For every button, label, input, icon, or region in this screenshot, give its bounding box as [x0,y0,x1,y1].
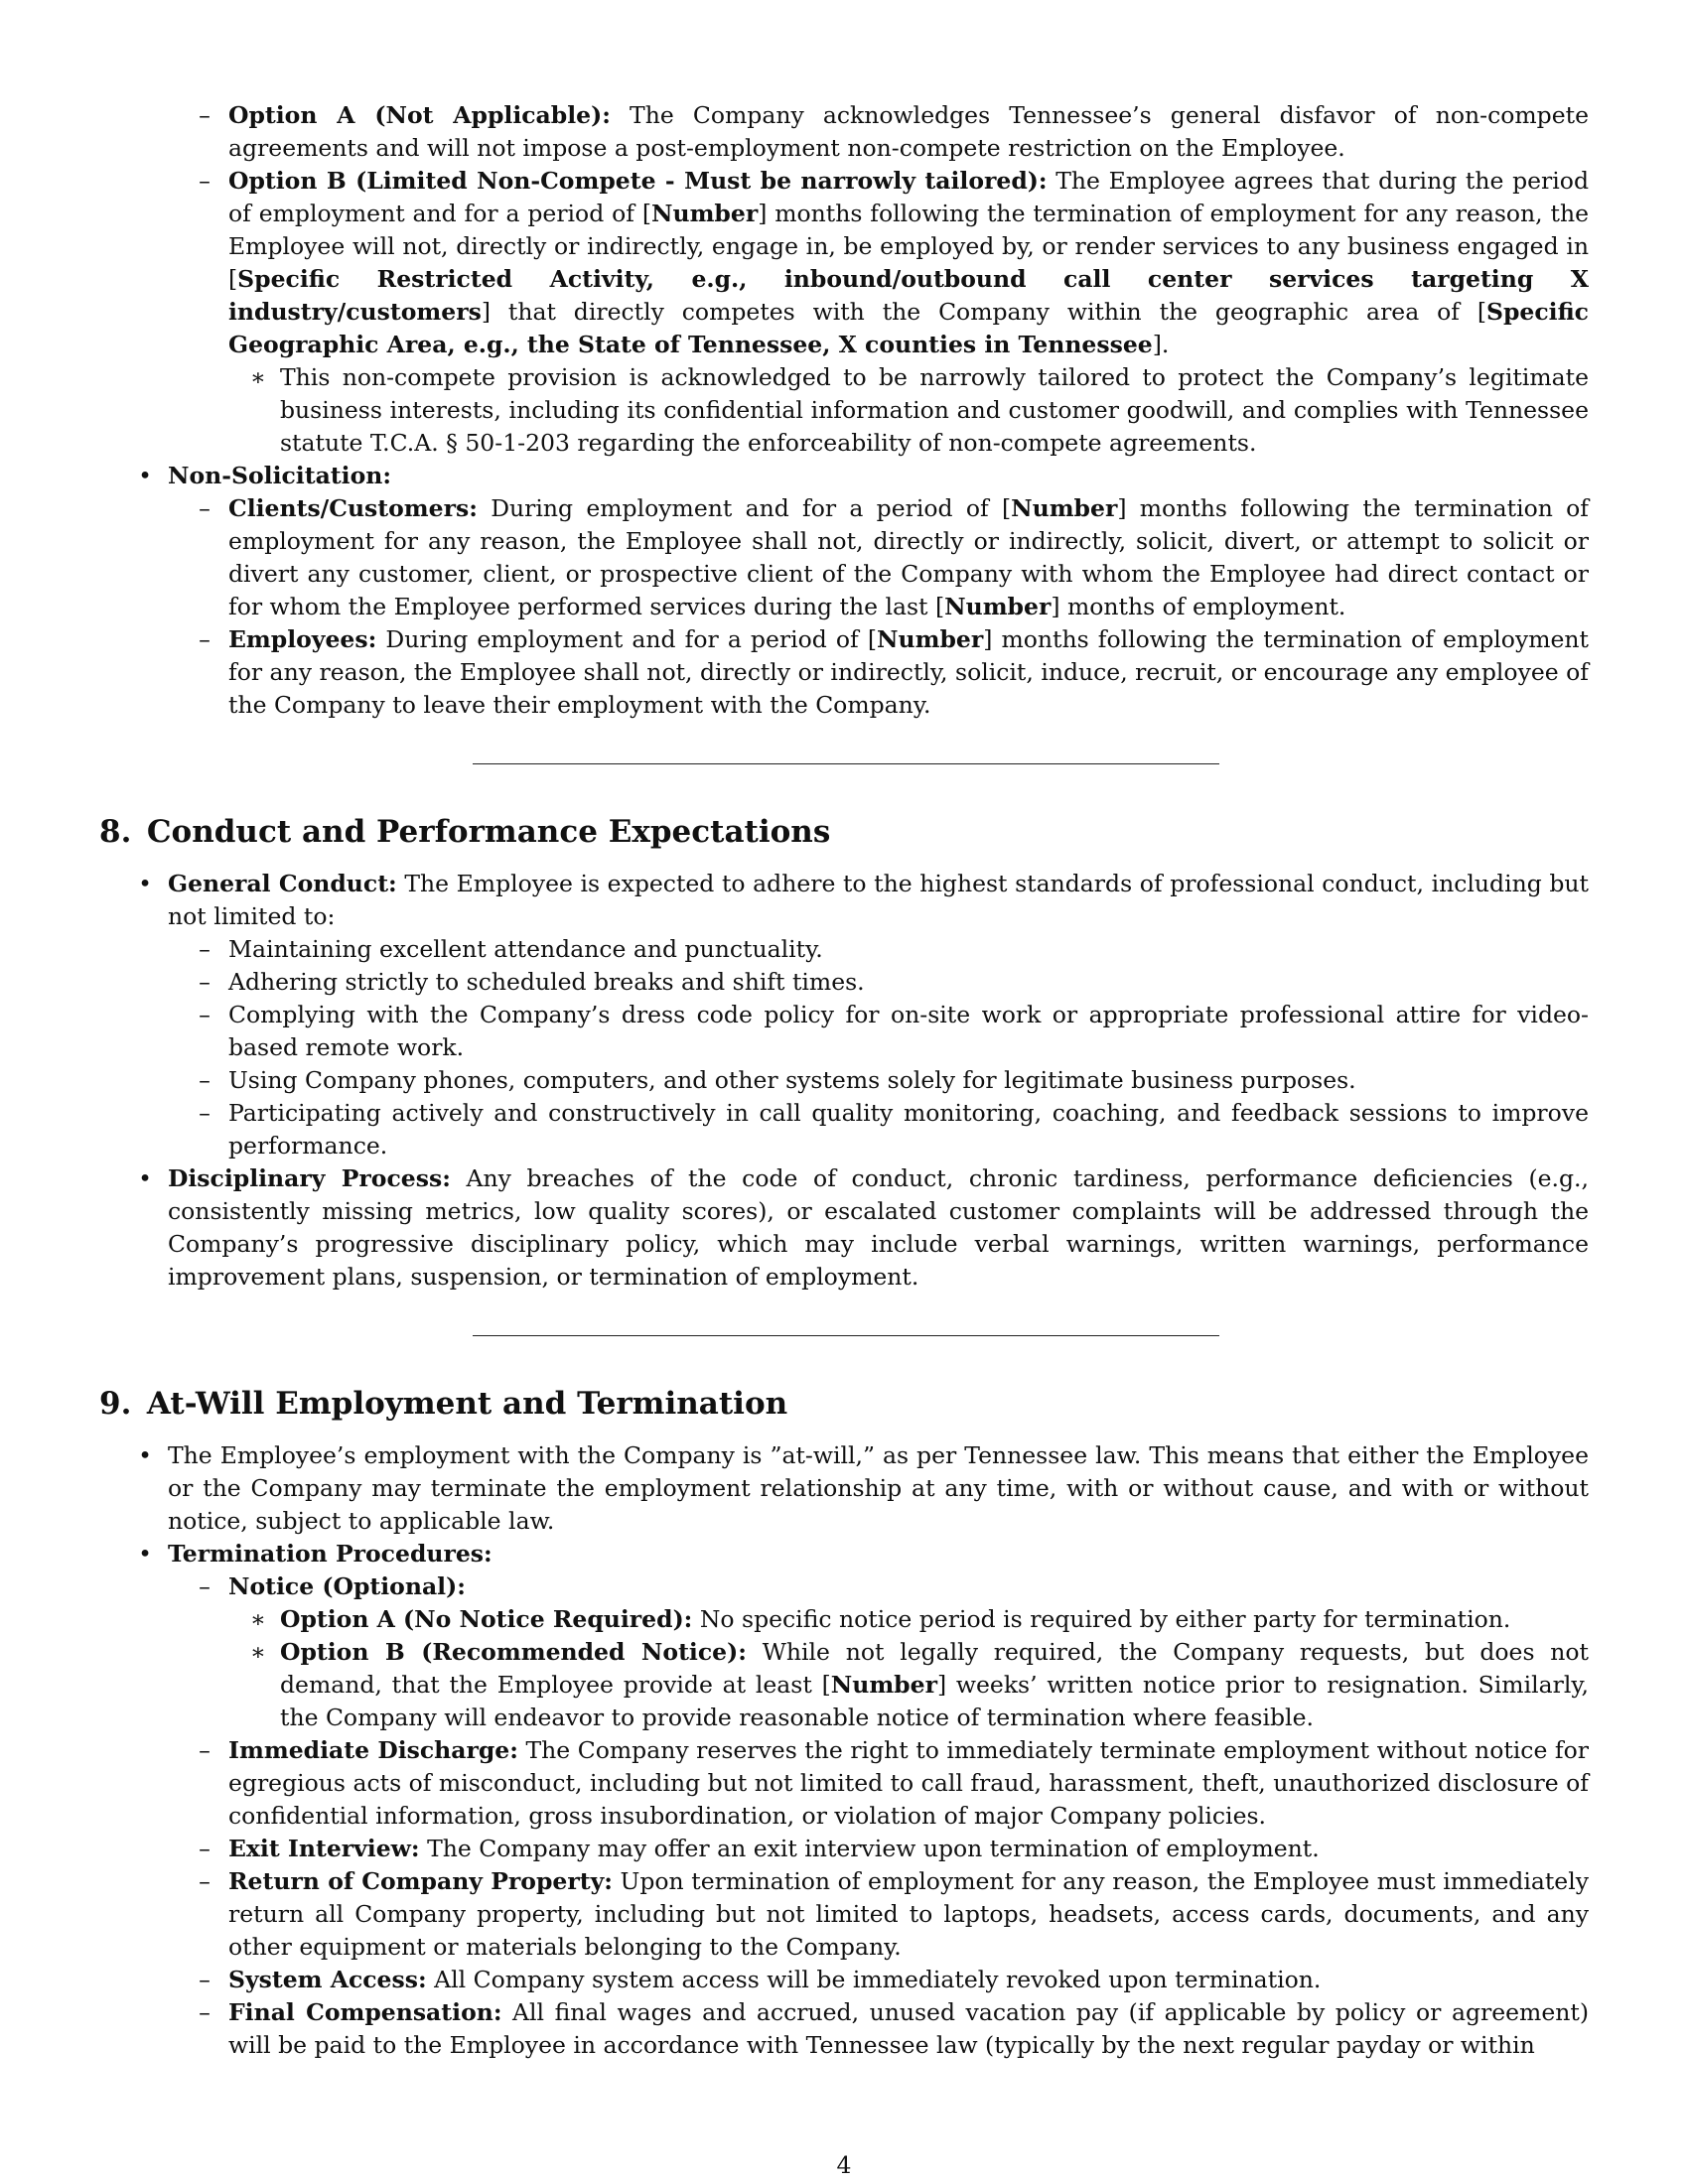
noncompete-statute-note: ∗ This non-compete provision is acknowledged to be narrowly tailored to protect the Company’s legitimate business interests, including its confidential information and customer goodwill, and complies with Tennessee statute T.C.A. § 50-1-203 regarding the enforceability of non-compete agreements. [250,363,1589,457]
section-divider [473,763,1219,764]
dash-bullet: – [199,625,211,653]
option-b-label: Option B (Limited Non-Compete - Must be narrowly tailored): [228,167,1048,195]
dash-bullet: – [199,1998,211,2026]
dash-bullet: – [199,1099,211,1127]
notice-heading: – Notice (Optional): [99,1570,1589,1603]
disciplinary-process: • Disciplinary Process: Any breaches of the code of conduct, chronic tardiness, performance deficiencies (e.g., consistently missing metrics, low quality scores), or escalated customer complaints will be addressed through the Company’s progressive disciplinary policy, which may include verbal warnings, written warnings, performance improvement plans, suspension, or termination of employment. [99,1162,1589,1294]
dash-bullet: – [199,1867,211,1895]
conduct-item: – Complying with the Company’s dress code policy for on-site work or appropriate professional attire for video-based remote work. [99,999,1589,1064]
placeholder-activity: Specific Restricted Activity, e.g., inbound/outbound call center services targeting X industry/customers [228,265,1589,326]
asterisk-bullet: ∗ [250,1638,266,1666]
page-number: 4 [836,2151,852,2179]
placeholder-number: Number [944,593,1052,620]
dot-bullet: • [138,1164,152,1192]
dash-bullet: – [199,494,211,522]
noncompete-option-a [99,99,1589,165]
placeholder-geographic-area: Specific Geographic Area, e.g., the State of Tennessee, X counties in Tennessee [228,298,1589,358]
dash-bullet: – [199,935,211,963]
asterisk-bullet: ∗ [250,363,266,391]
conduct-item: – Using Company phones, computers, and other systems solely for legitimate business purposes. [99,1064,1589,1097]
placeholder-number: Number [651,200,759,227]
asterisk-bullet: ∗ [250,1605,266,1633]
general-conduct: • General Conduct: The Employee is expected to adhere to the highest standards of professional conduct, including but not limited to: [99,868,1589,933]
return-company-property: – Return of Company Property: Upon termination of employment for any reason, the Employee must immediately return all Company property, including but not limited to laptops, headsets, access cards, documents, and any other equipment or materials belonging to the Company. [99,1865,1589,1964]
placeholder-number: Number [877,625,984,653]
notice-option-b: ∗ Option B (Recommended Notice): While not legally required, the Company requests, but does not demand, that the Employee provide at least [Number] weeks’ written notice prior to resignation. Similarly, the Company will endeavor to provide reasonable notice of termination where feasible. [250,1638,1589,1731]
noncompete-option-b: – Option B (Limited Non-Compete - Must be narrowly tailored): The Employee agrees that during the period of employment and for a period of [Number] months following the termination of employment for any reason, the Employee will not, directly or indirectly, engage in, be employed by, or render services to any business engaged in [Specific Restricted Activity, e.g., inbound/outbound call center services targeting X industry/customers] that directly competes with the Company within the geographic area of [Specific Geographic Area, e.g., the State of Tennessee, X counties in Tennessee]. [99,165,1589,361]
final-compensation: – Final Compensation: All final wages and accrued, unused vacation pay (if applicable by policy or agreement) will be paid to the Employee in accordance with Tennessee law (typically by the next regular payday or within [99,1996,1589,2062]
at-will-statement: • The Employee’s employment with the Company is ”at-will,” as per Tennessee law. This means that either the Employee or the Company may terminate the employment relationship at any time, with or without cause, and with or without notice, subject to applicable law. [99,1439,1589,1538]
dash-bullet: – [199,167,211,195]
dash-bullet: – [199,1966,211,1993]
dash-bullet: – [199,1001,211,1028]
dash-bullet: – [199,101,211,129]
section-8-title: 8. Conduct and Performance Expectations [99,814,831,850]
exit-interview: – Exit Interview: The Company may offer an exit interview upon termination of employment. [99,1833,1589,1865]
termination-procedures-heading: • Termination Procedures: [99,1538,1589,1570]
option-a-text: The Company acknowledges Tennessee’s general disfavor of non-compete agreements and will not impose a post-employment non-compete restriction on the Employee. [228,101,1589,162]
dash-bullet: – [199,1066,211,1094]
placeholder-number: Number [830,1671,937,1699]
placeholder-number: Number [1011,494,1118,522]
dot-bullet: • [138,462,152,489]
page-content [99,99,1589,2062]
dot-bullet: • [138,1540,152,1568]
nonsolicitation-clients: – Clients/Customers: During employment and for a period of [Number] months following the termination of employment for any reason, the Employee shall not, directly or indirectly, solicit, divert, or attempt to solicit or divert any customer, client, or prospective client of the Company with whom the Employee had direct contact or for whom the Employee performed services during the last [Number] months of employment. [99,492,1589,623]
section-divider [473,1335,1219,1336]
section-9-title: 9. At-Will Employment and Termination [99,1386,788,1422]
option-a-label: Option A (Not Applicable): [228,101,611,129]
conduct-item: – Participating actively and constructively in call quality monitoring, coaching, and feedback sessions to improve performance. [99,1097,1589,1162]
immediate-discharge: – Immediate Discharge: The Company reserves the right to immediately terminate employment without notice for egregious acts of misconduct, including but not limited to call fraud, harassment, theft, unauthorized disclosure of confidential information, gross insubordination, or violation of major Company policies. [99,1734,1589,1833]
dash-bullet: – [199,1835,211,1862]
nonsolicitation-employees: – Employees: During employment and for a period of [Number] months following the termination of employment for any reason, the Employee shall not, directly or indirectly, solicit, induce, recruit, or encourage any employee of the Company to leave their employment with the Company. [99,623,1589,722]
conduct-item: – Maintaining excellent attendance and punctuality. [99,933,1589,966]
dash-bullet: – [199,968,211,996]
nonsolicitation-heading: • Non-Solicitation: [99,460,1589,492]
dash-bullet: – [199,1736,211,1764]
notice-option-a: ∗ Option A (No Notice Required): No specific notice period is required by either party for termination. [99,1603,1589,1636]
dot-bullet: • [138,870,152,897]
dot-bullet: • [138,1441,152,1469]
system-access: – System Access: All Company system access will be immediately revoked upon termination. [99,1964,1589,1996]
dash-bullet: – [199,1572,211,1600]
conduct-item: – Adhering strictly to scheduled breaks and shift times. [99,966,1589,999]
